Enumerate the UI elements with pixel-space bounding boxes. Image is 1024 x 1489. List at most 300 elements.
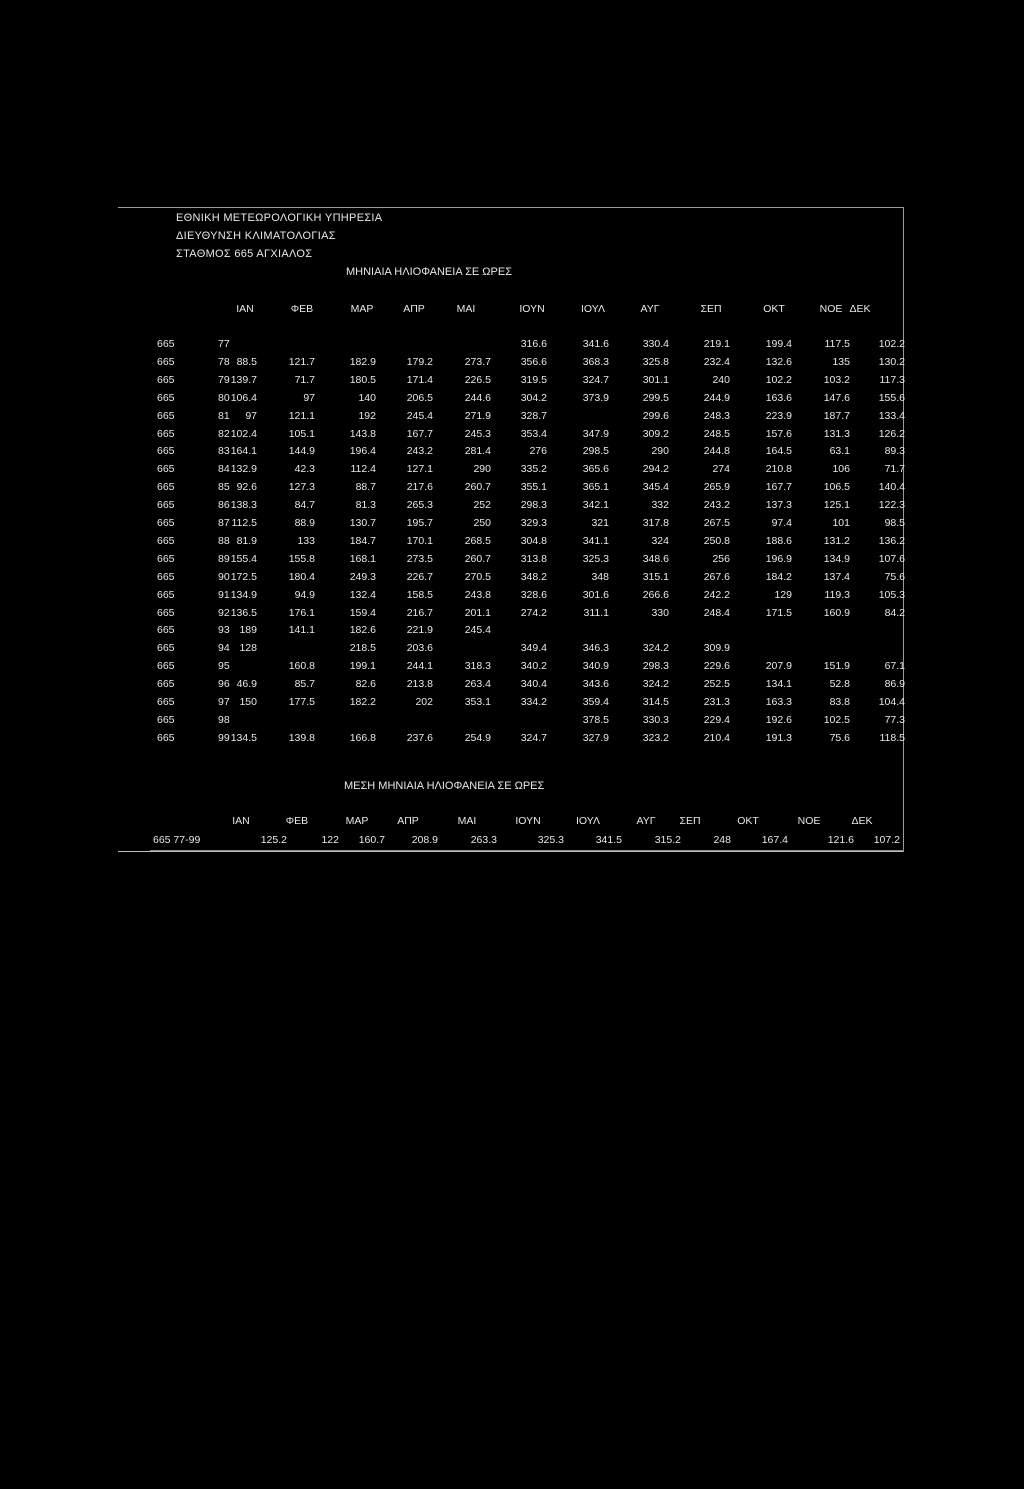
value-cell: 121.7: [288, 356, 315, 368]
value-cell: 160.8: [288, 660, 315, 672]
year-cell: 94: [218, 642, 230, 654]
value-cell: 88.9: [294, 517, 315, 529]
mean-table-title: ΜΕΣΗ ΜΗΝΙΑΙΑ ΗΛΙΟΦΑΝΕΙΑ ΣΕ ΩΡΕΣ: [344, 780, 545, 792]
mean-month-header: ΔΕΚ: [851, 815, 873, 827]
value-cell: 86.9: [884, 678, 905, 690]
value-cell: 143.8: [349, 428, 376, 440]
value-cell: 67.1: [884, 660, 905, 672]
station-code: 665: [157, 517, 175, 529]
value-cell: 252.5: [703, 678, 730, 690]
value-cell: 105.3: [878, 589, 905, 601]
value-cell: 304.8: [520, 535, 547, 547]
value-cell: 157.6: [765, 428, 792, 440]
value-cell: 304.2: [520, 392, 547, 404]
value-cell: 85.7: [294, 678, 315, 690]
month-header: ΙΟΥΝ: [519, 303, 545, 315]
value-cell: 265.9: [703, 481, 730, 493]
value-cell: 199.4: [765, 338, 792, 350]
value-cell: 340.4: [520, 678, 547, 690]
value-cell: 245.3: [464, 428, 491, 440]
value-cell: 139.8: [288, 732, 315, 744]
value-cell: 122.3: [878, 499, 905, 511]
value-cell: 343.6: [582, 678, 609, 690]
value-cell: 171.5: [765, 607, 792, 619]
value-cell: 335.2: [520, 463, 547, 475]
value-cell: 217.6: [406, 481, 433, 493]
value-cell: 244.8: [703, 445, 730, 457]
value-cell: 163.6: [765, 392, 792, 404]
value-cell: 263.4: [464, 678, 491, 690]
value-cell: 133: [297, 535, 315, 547]
value-cell: 126.2: [878, 428, 905, 440]
mean-value-cell: 160.7: [358, 834, 385, 846]
value-cell: 81.3: [355, 499, 376, 511]
value-cell: 164.5: [765, 445, 792, 457]
year-cell: 85: [218, 481, 230, 493]
value-cell: 252: [473, 499, 491, 511]
value-cell: 140: [358, 392, 376, 404]
value-cell: 330.3: [642, 714, 669, 726]
value-cell: 226.5: [464, 374, 491, 386]
value-cell: 137.3: [765, 499, 792, 511]
value-cell: 325.3: [582, 553, 609, 565]
year-cell: 78: [218, 356, 230, 368]
value-cell: 166.8: [349, 732, 376, 744]
value-cell: 75.6: [829, 732, 850, 744]
value-cell: 356.6: [520, 356, 547, 368]
value-cell: 324.2: [642, 678, 669, 690]
value-cell: 112.5: [231, 517, 257, 529]
value-cell: 348: [591, 571, 609, 583]
station-code: 665: [157, 535, 175, 547]
value-cell: 226.7: [406, 571, 433, 583]
value-cell: 92.6: [236, 481, 257, 493]
value-cell: 254.9: [464, 732, 491, 744]
year-cell: 95: [218, 660, 230, 672]
value-cell: 290: [651, 445, 669, 457]
year-cell: 77: [218, 338, 230, 350]
value-cell: 140.4: [878, 481, 905, 493]
value-cell: 348.2: [520, 571, 547, 583]
value-cell: 271.9: [464, 410, 491, 422]
value-cell: 347.9: [582, 428, 609, 440]
value-cell: 321: [591, 517, 609, 529]
value-cell: 325.8: [642, 356, 669, 368]
value-cell: 244.1: [406, 660, 433, 672]
value-cell: 106.4: [230, 392, 257, 404]
value-cell: 168.1: [349, 553, 376, 565]
mean-value-cell: 341.5: [595, 834, 622, 846]
value-cell: 266.6: [642, 589, 669, 601]
value-cell: 260.7: [464, 481, 491, 493]
value-cell: 276: [529, 445, 547, 457]
value-cell: 42.3: [294, 463, 315, 475]
value-cell: 81.9: [236, 535, 257, 547]
value-cell: 118.5: [879, 732, 905, 744]
value-cell: 349.4: [520, 642, 547, 654]
value-cell: 216.7: [406, 607, 433, 619]
value-cell: 299.5: [642, 392, 669, 404]
value-cell: 75.6: [884, 571, 905, 583]
value-cell: 192.6: [765, 714, 792, 726]
value-cell: 274: [712, 463, 730, 475]
value-cell: 309.2: [642, 428, 669, 440]
value-cell: 150: [239, 696, 257, 708]
value-cell: 119.3: [824, 589, 850, 601]
value-cell: 330: [651, 607, 669, 619]
mean-value-cell: 315.2: [654, 834, 681, 846]
value-cell: 328.6: [520, 589, 547, 601]
value-cell: 117.3: [879, 374, 905, 386]
value-cell: 164.1: [230, 445, 257, 457]
value-cell: 129: [774, 589, 792, 601]
value-cell: 319.5: [520, 374, 547, 386]
value-cell: 189: [239, 624, 257, 636]
month-header: ΜΑΙ: [456, 303, 476, 315]
value-cell: 223.9: [765, 410, 792, 422]
month-header: ΟΚΤ: [763, 303, 785, 315]
mean-value-cell: 167.4: [761, 834, 788, 846]
value-cell: 274.2: [520, 607, 547, 619]
value-cell: 71.7: [884, 463, 905, 475]
bottom-rule: [150, 850, 904, 851]
value-cell: 243.2: [703, 499, 730, 511]
value-cell: 248.3: [703, 410, 730, 422]
value-cell: 323.2: [642, 732, 669, 744]
station-code: 665: [157, 392, 175, 404]
station-code: 665: [157, 374, 175, 386]
value-cell: 196.4: [349, 445, 376, 457]
value-cell: 250.8: [703, 535, 730, 547]
mean-value-cell: 248: [713, 834, 731, 846]
value-cell: 102.2: [765, 374, 792, 386]
value-cell: 135: [832, 356, 850, 368]
year-cell: 99: [218, 732, 230, 744]
value-cell: 243.8: [464, 589, 491, 601]
value-cell: 84.7: [294, 499, 315, 511]
value-cell: 88.7: [355, 481, 376, 493]
month-header: ΙΑΝ: [236, 303, 254, 315]
mean-value-cell: 208.9: [411, 834, 438, 846]
value-cell: 167.7: [765, 481, 792, 493]
value-cell: 134.9: [823, 553, 850, 565]
month-header: ΦΕΒ: [290, 303, 314, 315]
station-code: 665: [157, 696, 175, 708]
value-cell: 324.2: [642, 642, 669, 654]
value-cell: 136.2: [878, 535, 905, 547]
station-code: 665: [157, 499, 175, 511]
value-cell: 184.2: [765, 571, 792, 583]
value-cell: 221.9: [406, 624, 433, 636]
value-cell: 177.5: [288, 696, 315, 708]
value-cell: 88.5: [236, 356, 257, 368]
header-station: ΣΤΑΘΜΟΣ 665 ΑΓΧΙΑΛΟΣ: [176, 248, 313, 260]
year-cell: 83: [218, 445, 230, 457]
value-cell: 249.3: [349, 571, 376, 583]
value-cell: 298.3: [520, 499, 547, 511]
value-cell: 378.5: [582, 714, 609, 726]
value-cell: 89.3: [884, 445, 905, 457]
value-cell: 290: [473, 463, 491, 475]
value-cell: 330.4: [642, 338, 669, 350]
value-cell: 317.8: [642, 517, 669, 529]
value-cell: 244.6: [464, 392, 491, 404]
value-cell: 231.3: [703, 696, 730, 708]
value-cell: 141.1: [288, 624, 315, 636]
value-cell: 334.2: [520, 696, 547, 708]
value-cell: 167.7: [406, 428, 433, 440]
year-cell: 89: [218, 553, 230, 565]
value-cell: 172.5: [230, 571, 257, 583]
value-cell: 102.2: [878, 338, 905, 350]
value-cell: 106: [832, 463, 850, 475]
value-cell: 151.9: [823, 660, 850, 672]
month-header: ΔΕΚ: [849, 303, 871, 315]
value-cell: 133.4: [878, 410, 905, 422]
value-cell: 267.6: [703, 571, 730, 583]
value-cell: 237.6: [406, 732, 433, 744]
value-cell: 219.1: [703, 338, 730, 350]
mean-month-header: ΙΑΝ: [232, 815, 250, 827]
value-cell: 207.9: [765, 660, 792, 672]
value-cell: 324.7: [520, 732, 547, 744]
value-cell: 328.7: [520, 410, 547, 422]
value-cell: 102.4: [230, 428, 257, 440]
value-cell: 281.4: [464, 445, 491, 457]
value-cell: 187.7: [823, 410, 850, 422]
value-cell: 332: [651, 499, 669, 511]
value-cell: 206.5: [406, 392, 433, 404]
value-cell: 210.8: [765, 463, 792, 475]
mean-value-cell: 125.2: [260, 834, 287, 846]
value-cell: 298.5: [582, 445, 609, 457]
month-header: ΙΟΥΛ: [581, 303, 605, 315]
mean-value-cell: 121.6: [827, 834, 854, 846]
value-cell: 63.1: [829, 445, 850, 457]
value-cell: 265.3: [406, 499, 433, 511]
year-cell: 96: [218, 678, 230, 690]
value-cell: 182.6: [349, 624, 376, 636]
year-cell: 80: [218, 392, 230, 404]
value-cell: 132.4: [349, 589, 376, 601]
station-code: 665: [157, 714, 175, 726]
year-cell: 91: [218, 589, 230, 601]
year-cell: 87: [218, 517, 230, 529]
value-cell: 127.3: [288, 481, 315, 493]
value-cell: 182.2: [349, 696, 376, 708]
station-code: 665: [157, 678, 175, 690]
mean-month-header: ΟΚΤ: [737, 815, 759, 827]
value-cell: 155.6: [878, 392, 905, 404]
month-header: ΑΠΡ: [403, 303, 425, 315]
value-cell: 309.9: [703, 642, 730, 654]
station-code: 665: [157, 338, 175, 350]
value-cell: 191.3: [765, 732, 792, 744]
value-cell: 248.4: [703, 607, 730, 619]
value-cell: 131.2: [823, 535, 850, 547]
value-cell: 316.6: [520, 338, 547, 350]
mean-month-header: ΙΟΥΛ: [576, 815, 600, 827]
value-cell: 101: [832, 517, 850, 529]
station-code: 665: [157, 428, 175, 440]
value-cell: 132.9: [230, 463, 257, 475]
value-cell: 342.1: [582, 499, 609, 511]
mean-month-header: ΑΠΡ: [397, 815, 419, 827]
mean-month-header: ΜΑΙ: [457, 815, 477, 827]
value-cell: 103.2: [823, 374, 850, 386]
value-cell: 131.3: [823, 428, 850, 440]
value-cell: 155.8: [288, 553, 315, 565]
month-header: ΑΥΓ: [640, 303, 660, 315]
station-code: 665: [157, 553, 175, 565]
year-cell: 92: [218, 607, 230, 619]
value-cell: 176.1: [288, 607, 315, 619]
value-cell: 273.5: [406, 553, 433, 565]
value-cell: 345.4: [642, 481, 669, 493]
value-cell: 315.1: [642, 571, 669, 583]
value-cell: 71.7: [294, 374, 315, 386]
value-cell: 125.1: [823, 499, 850, 511]
value-cell: 134.5: [230, 732, 257, 744]
value-cell: 324: [651, 535, 669, 547]
value-cell: 243.2: [406, 445, 433, 457]
value-cell: 267.5: [703, 517, 730, 529]
value-cell: 106.5: [823, 481, 850, 493]
value-cell: 107.6: [878, 553, 905, 565]
value-cell: 195.7: [406, 517, 433, 529]
station-code: 665: [157, 445, 175, 457]
value-cell: 192: [358, 410, 376, 422]
value-cell: 84.2: [884, 607, 905, 619]
year-cell: 79: [218, 374, 230, 386]
value-cell: 117.5: [824, 338, 850, 350]
value-cell: 159.4: [349, 607, 376, 619]
value-cell: 260.7: [464, 553, 491, 565]
mean-value-cell: 107.2: [873, 834, 900, 846]
value-cell: 184.7: [349, 535, 376, 547]
value-cell: 329.3: [520, 517, 547, 529]
value-cell: 137.4: [823, 571, 850, 583]
value-cell: 97: [303, 392, 315, 404]
mean-month-header: ΜΑΡ: [345, 815, 369, 827]
station-code: 665: [157, 356, 175, 368]
value-cell: 213.8: [406, 678, 433, 690]
station-code: 665: [157, 589, 175, 601]
value-cell: 314.5: [642, 696, 669, 708]
value-cell: 158.5: [406, 589, 433, 601]
year-cell: 98: [218, 714, 230, 726]
year-cell: 86: [218, 499, 230, 511]
value-cell: 256: [712, 553, 730, 565]
value-cell: 170.1: [406, 535, 433, 547]
year-cell: 84: [218, 463, 230, 475]
value-cell: 128: [239, 642, 257, 654]
value-cell: 210.4: [703, 732, 730, 744]
value-cell: 77.3: [884, 714, 905, 726]
value-cell: 368.3: [582, 356, 609, 368]
value-cell: 144.9: [288, 445, 315, 457]
station-code: 665: [157, 481, 175, 493]
value-cell: 294.2: [642, 463, 669, 475]
value-cell: 340.2: [520, 660, 547, 672]
value-cell: 52.8: [829, 678, 850, 690]
station-code: 665: [157, 642, 175, 654]
value-cell: 180.4: [288, 571, 315, 583]
value-cell: 134.1: [765, 678, 792, 690]
value-cell: 232.4: [703, 356, 730, 368]
value-cell: 102.5: [823, 714, 850, 726]
value-cell: 242.2: [703, 589, 730, 601]
value-cell: 365.1: [582, 481, 609, 493]
value-cell: 250: [473, 517, 491, 529]
station-code: 665: [157, 607, 175, 619]
value-cell: 155.4: [230, 553, 257, 565]
mean-label: 665 77-99: [153, 834, 201, 846]
value-cell: 341.1: [582, 535, 609, 547]
value-cell: 355.1: [520, 481, 547, 493]
station-code: 665: [157, 571, 175, 583]
value-cell: 202: [415, 696, 433, 708]
value-cell: 245.4: [406, 410, 433, 422]
value-cell: 136.5: [230, 607, 257, 619]
value-cell: 138.3: [230, 499, 257, 511]
mean-value-cell: 325.3: [537, 834, 564, 846]
monthly-table-title: ΜΗΝΙΑΙΑ ΗΛΙΟΦΑΝΕΙΑ ΣΕ ΩΡΕΣ: [346, 266, 512, 278]
value-cell: 105.1: [288, 428, 315, 440]
value-cell: 301.6: [582, 589, 609, 601]
value-cell: 248.5: [703, 428, 730, 440]
mean-value-cell: 122: [321, 834, 339, 846]
value-cell: 299.6: [642, 410, 669, 422]
value-cell: 318.3: [464, 660, 491, 672]
value-cell: 104.4: [878, 696, 905, 708]
station-code: 665: [157, 732, 175, 744]
mean-value-cell: 263.3: [470, 834, 497, 846]
value-cell: 218.5: [349, 642, 376, 654]
value-cell: 121.1: [288, 410, 315, 422]
month-header: ΝΟΕ: [819, 303, 843, 315]
value-cell: 130.2: [878, 356, 905, 368]
value-cell: 98.5: [884, 517, 905, 529]
value-cell: 97.4: [771, 517, 792, 529]
station-code: 665: [157, 463, 175, 475]
value-cell: 244.9: [703, 392, 730, 404]
value-cell: 171.4: [406, 374, 433, 386]
value-cell: 83.8: [829, 696, 850, 708]
mean-month-header: ΝΟΕ: [797, 815, 821, 827]
value-cell: 353.1: [464, 696, 491, 708]
value-cell: 179.2: [406, 356, 433, 368]
value-cell: 341.6: [582, 338, 609, 350]
month-header: ΜΑΡ: [350, 303, 374, 315]
value-cell: 311.1: [583, 607, 609, 619]
value-cell: 324.7: [582, 374, 609, 386]
mean-month-header: ΙΟΥΝ: [515, 815, 541, 827]
value-cell: 240: [712, 374, 730, 386]
value-cell: 313.8: [520, 553, 547, 565]
mean-month-header: ΦΕΒ: [285, 815, 309, 827]
value-cell: 182.9: [349, 356, 376, 368]
value-cell: 180.5: [349, 374, 376, 386]
value-cell: 373.9: [582, 392, 609, 404]
header-agency: ΕΘΝΙΚΗ ΜΕΤΕΩΡΟΛΟΓΙΚΗ ΥΠΗΡΕΣΙΑ: [176, 212, 383, 224]
year-cell: 97: [218, 696, 230, 708]
value-cell: 112.4: [350, 463, 376, 475]
value-cell: 188.6: [765, 535, 792, 547]
year-cell: 82: [218, 428, 230, 440]
value-cell: 229.4: [703, 714, 730, 726]
value-cell: 229.6: [703, 660, 730, 672]
